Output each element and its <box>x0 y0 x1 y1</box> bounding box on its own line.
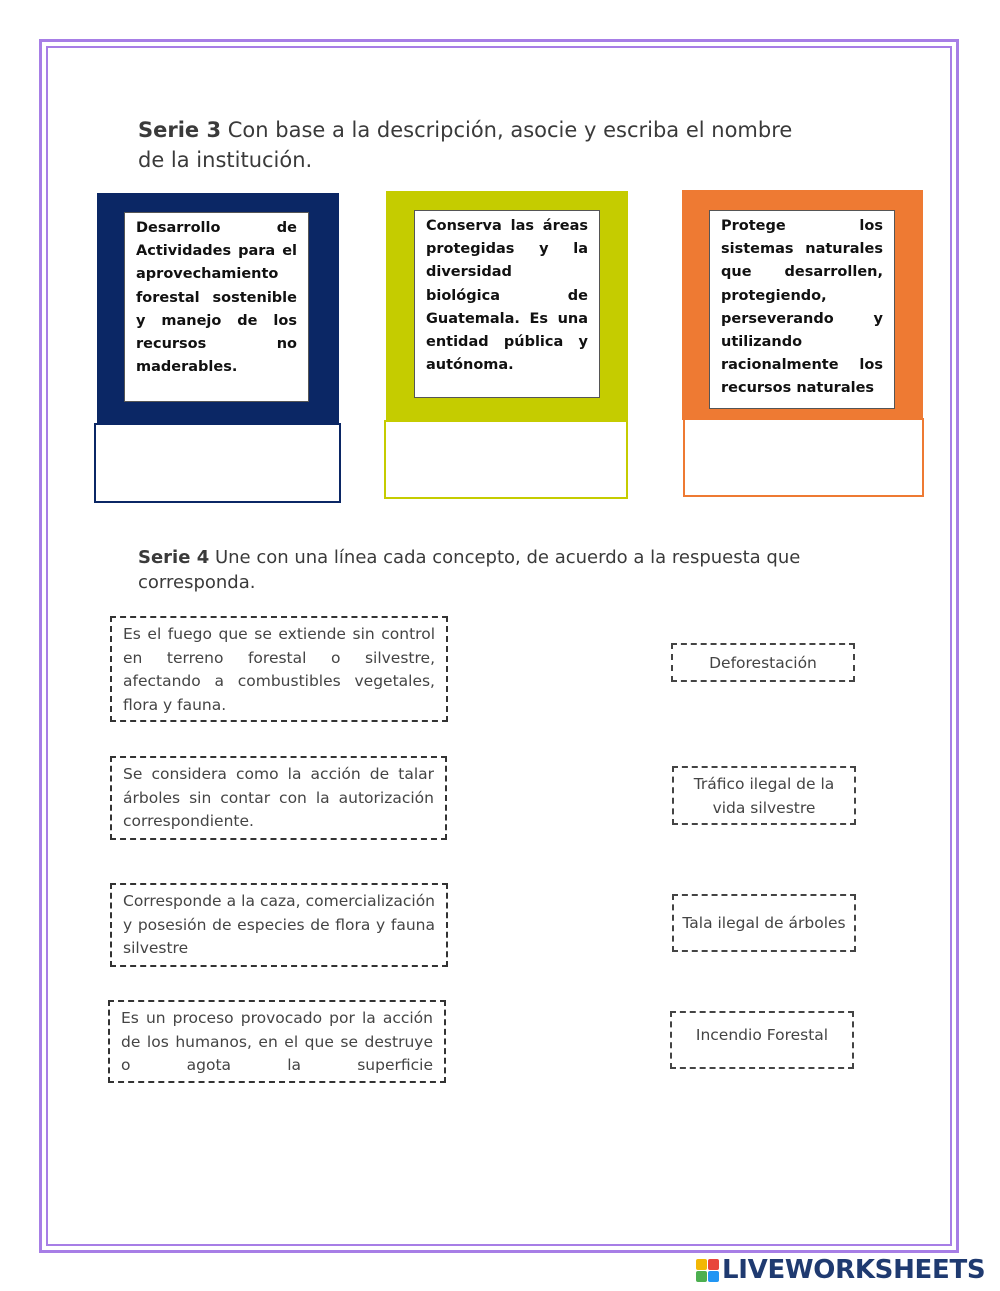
serie3-label: Serie 3 <box>138 118 222 142</box>
description-4[interactable]: Es un proceso provocado por la acción de los humanos, en el que se destruye o agota la superficie <box>108 1000 446 1083</box>
concept-trafico-ilegal[interactable]: Tráfico ilegal de la vida silvestre <box>672 766 856 825</box>
description-2[interactable]: Se considera como la acción de talar árboles sin contar con la autorización correspondiente. <box>110 756 447 840</box>
card-3-description: Protege los sistemas naturales que desarrollen, protegiendo, perseverando y utilizando racionalmente los recursos naturales <box>709 210 895 409</box>
answer-box-3[interactable] <box>683 418 924 497</box>
serie4-instruction: Une con una línea cada concepto, de acuerdo a la respuesta que <box>209 547 801 568</box>
concept-incendio-forestal[interactable]: Incendio Forestal <box>670 1011 854 1069</box>
description-1[interactable]: Es el fuego que se extiende sin control en terreno forestal o silvestre, afectando a combustibles vegetales, flora y fauna. <box>110 616 448 722</box>
liveworksheets-brand <box>696 1253 985 1287</box>
serie3-instruction-line2: de la institución. <box>138 148 313 172</box>
serie3-instruction: Con base a la descripción, asocie y escriba el nombre <box>221 118 793 142</box>
serie4-label: Serie 4 <box>138 547 210 568</box>
card-2-description: Conserva las áreas protegidas y la diversidad biológica de Guatemala. Es una entidad pública y autónoma. <box>414 210 600 398</box>
concept-tala-ilegal[interactable]: Tala ilegal de árboles <box>672 894 856 952</box>
brand-name: LIVEWORKSHEETS <box>722 1255 986 1285</box>
liveworksheets-logo-icon <box>696 1259 719 1282</box>
serie3-title <box>138 115 858 175</box>
description-3[interactable]: Corresponde a la caza, comercialización y posesión de especies de flora y fauna silvestre <box>110 883 448 967</box>
answer-box-2[interactable] <box>384 420 628 499</box>
concept-deforestacion[interactable]: Deforestación <box>671 643 855 682</box>
card-1-description: Desarrollo de Actividades para el aprovechamiento forestal sostenible y manejo de los recursos no maderables. <box>124 212 309 402</box>
serie4-title <box>138 545 878 595</box>
answer-box-1[interactable] <box>94 423 341 503</box>
serie4-instruction-line2: corresponda. <box>138 572 256 593</box>
